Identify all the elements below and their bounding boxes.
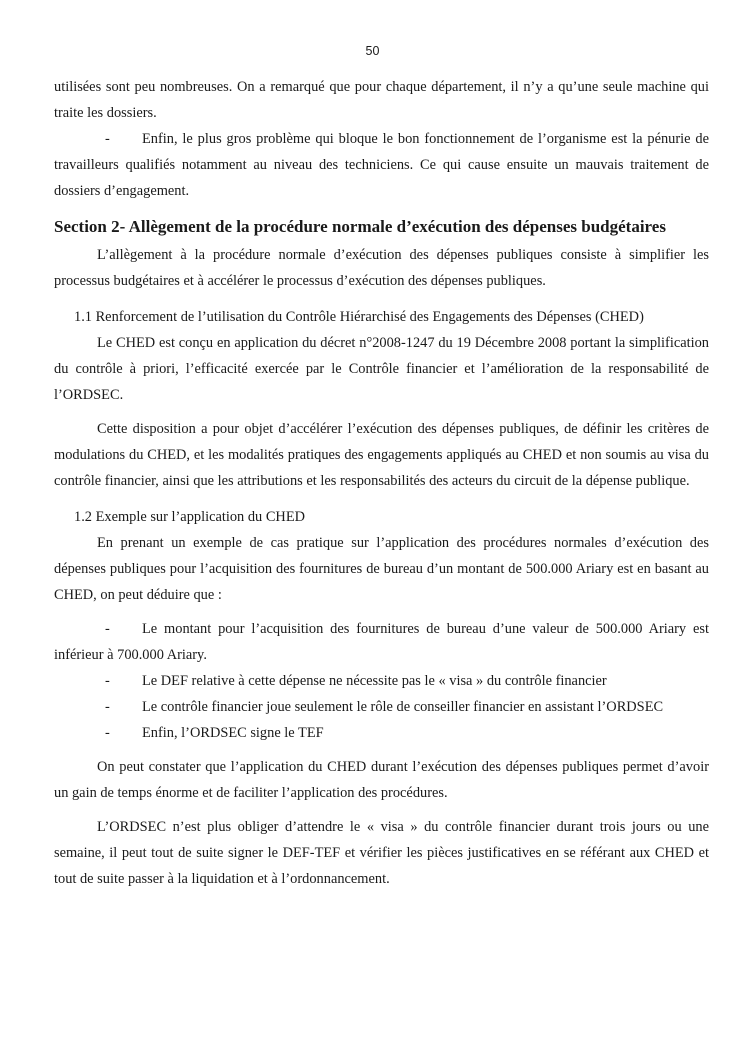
example-bullet-1 xyxy=(54,616,709,668)
ched-paragraph-2: Cette disposition a pour objet d’accélérer l’exécution des dépenses publiques, de définir les critères de modulations du CHED, et les modalités pratiques des engagements appliqués au CHED et non soumis au visa du contrôle financier, ainsi que les attributions et les responsabilités des acteurs du circuit de la dépense publique. xyxy=(54,421,709,489)
example-bullet-text: Le contrôle financier joue seulement le rôle de conseiller financier en assistant l’ORDSEC xyxy=(142,699,664,715)
intro-bullet xyxy=(54,126,709,204)
bullet-dash: - xyxy=(105,699,110,715)
subsection-heading-1-2: 1.2 Exemple sur l’application du CHED xyxy=(74,509,306,525)
page-number: 50 xyxy=(365,44,380,58)
intro-paragraph: utilisées sont peu nombreuses. On a remarqué que pour chaque département, il n’y a qu’une seule machine qui traite les dossiers. xyxy=(54,79,709,121)
conclusion-paragraph-1: On peut constater que l’application du CHED durant l’exécution des dépenses publiques permet d’avoir un gain de temps énorme et de faciliter l’application des procédures. xyxy=(54,759,709,801)
bullet-dash: - xyxy=(105,725,110,741)
subsection-heading-1-1: 1.1 Renforcement de l’utilisation du Contrôle Hiérarchisé des Engagements des Dépenses (CHED) xyxy=(74,309,644,325)
bullet-dash: - xyxy=(105,673,110,689)
conclusion-paragraph-2: L’ORDSEC n’est plus obliger d’attendre le « visa » du contrôle financier durant trois jours ou une semaine, il peut tout de suite signer le DEF-TEF et vérifier les pièces justificatives en se référant aux CHED et tout de suite passer à la liquidation et à l’ordonnancement. xyxy=(54,819,709,887)
section-heading: Section 2- Allègement de la procédure normale d’exécution des dépenses budgétaires xyxy=(54,217,666,236)
document-body xyxy=(54,74,709,892)
ched-paragraph-1: Le CHED est conçu en application du décret n°2008-1247 du 19 Décembre 2008 portant la simplification du contrôle à priori, l’efficacité exercée par le Contrôle financier et l’amélioration de la responsabilité de l’ORDSEC. xyxy=(54,335,709,403)
intro-bullet-text: Enfin, le plus gros problème qui bloque le bon fonctionnement de l’organisme est la pénurie de travailleurs qualifiés notamment au niveau des techniciens. Ce qui cause ensuite un mauvais traitement de dossiers d’engagement. xyxy=(54,131,709,199)
example-bullet-text: Le DEF relative à cette dépense ne nécessite pas le « visa » du contrôle financier xyxy=(142,673,607,689)
bullet-dash: - xyxy=(105,621,110,637)
example-bullet-text: Enfin, l’ORDSEC signe le TEF xyxy=(142,725,324,741)
example-bullet-2 xyxy=(54,668,709,694)
section-intro-paragraph: L’allègement à la procédure normale d’exécution des dépenses publiques consiste à simplifier les processus budgétaires et à accélérer le processus d’exécution des dépenses publiques. xyxy=(54,247,709,289)
example-bullet-text: Le montant pour l’acquisition des fournitures de bureau d’une valeur de 500.000 Ariary est inférieur à 700.000 Ariary. xyxy=(54,621,709,663)
bullet-dash: - xyxy=(105,131,110,147)
example-bullet-4 xyxy=(54,720,709,746)
example-bullet-3 xyxy=(54,694,709,720)
example-paragraph: En prenant un exemple de cas pratique sur l’application des procédures normales d’exécution des dépenses publiques pour l’acquisition des fournitures de bureau d’un montant de 500.000 Ariary est en basant au CHED, on peut déduire que : xyxy=(54,535,709,603)
